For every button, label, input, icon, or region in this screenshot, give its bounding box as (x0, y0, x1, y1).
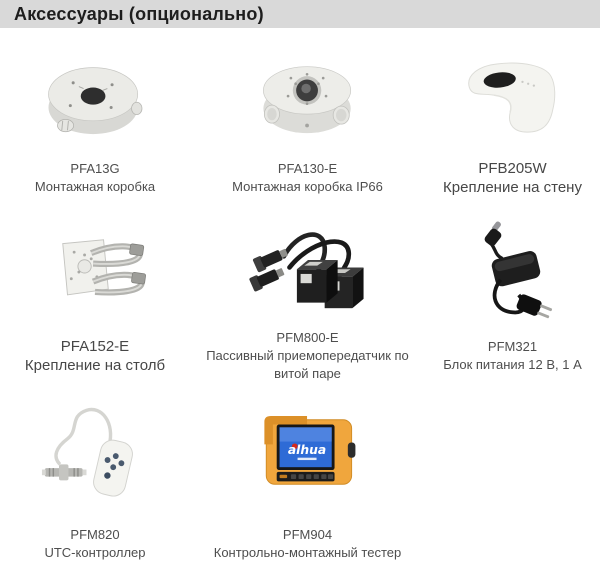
passive-balun-image (243, 223, 373, 323)
product-description: Монтажная коробка (34, 179, 156, 194)
product-card-pfa13g (0, 28, 190, 204)
product-caption (202, 328, 414, 384)
accessories-grid (0, 28, 600, 572)
product-card-pfa152e (0, 204, 190, 384)
product-photo-junction-box (39, 58, 151, 138)
product-description: Пассивный приемопередатчик по витой паре (206, 348, 409, 381)
product-card-pfm820 (0, 384, 190, 572)
product-caption (44, 516, 145, 572)
product-description: Контрольно-монтажный тестер (213, 545, 402, 560)
junction-box-ip66-image (252, 55, 364, 141)
product-photo-wall-mount (458, 58, 568, 138)
product-card-pfm321 (425, 204, 600, 384)
product-caption (214, 516, 402, 572)
utc-controller-image (41, 396, 149, 508)
product-model: PFM800-E (276, 330, 339, 345)
section-header-bar (0, 0, 600, 28)
product-card-pfb205w (425, 28, 600, 204)
product-model: PFM904 (282, 527, 333, 542)
product-photo-power-adapter (468, 224, 558, 322)
product-photo-test-monitor (253, 396, 363, 508)
product-caption (443, 328, 582, 384)
junction-box-image (39, 55, 151, 141)
product-model: PFA130-E (277, 161, 338, 176)
wall-mount-image (458, 56, 568, 140)
product-photo-balun-pair (243, 224, 373, 322)
product-caption (35, 152, 155, 204)
product-card-pfa130e (190, 28, 425, 204)
pole-mount-image (40, 229, 150, 317)
product-description: Блок питания 12 В, 1 А (443, 357, 582, 372)
dahua-logo-text: alhua (287, 442, 326, 457)
product-caption (25, 328, 165, 384)
product-description: Крепление на столб (24, 357, 166, 374)
product-model: PFA13G (70, 161, 120, 176)
product-model: PFM321 (487, 339, 538, 354)
product-model: PFA152-E (60, 338, 130, 355)
product-photo-pole-mount (40, 224, 150, 322)
product-description: UTC-контроллер (44, 545, 146, 560)
product-model: PFB205W (478, 160, 547, 177)
product-card-pfm800e (190, 204, 425, 384)
product-photo-utc-controller (41, 396, 149, 508)
product-caption (443, 152, 582, 204)
power-adapter-image (468, 220, 558, 326)
page-title: Аксессуары (опционально) (14, 3, 264, 24)
product-caption (232, 152, 383, 204)
product-model: PFM820 (70, 527, 120, 542)
product-photo-junction-box-ip66 (252, 58, 364, 138)
product-description: Монтажная коробка IP66 (232, 179, 383, 194)
product-description: Крепление на стену (443, 179, 582, 196)
test-monitor-image (253, 410, 363, 494)
product-card-pfm904 (190, 384, 425, 572)
